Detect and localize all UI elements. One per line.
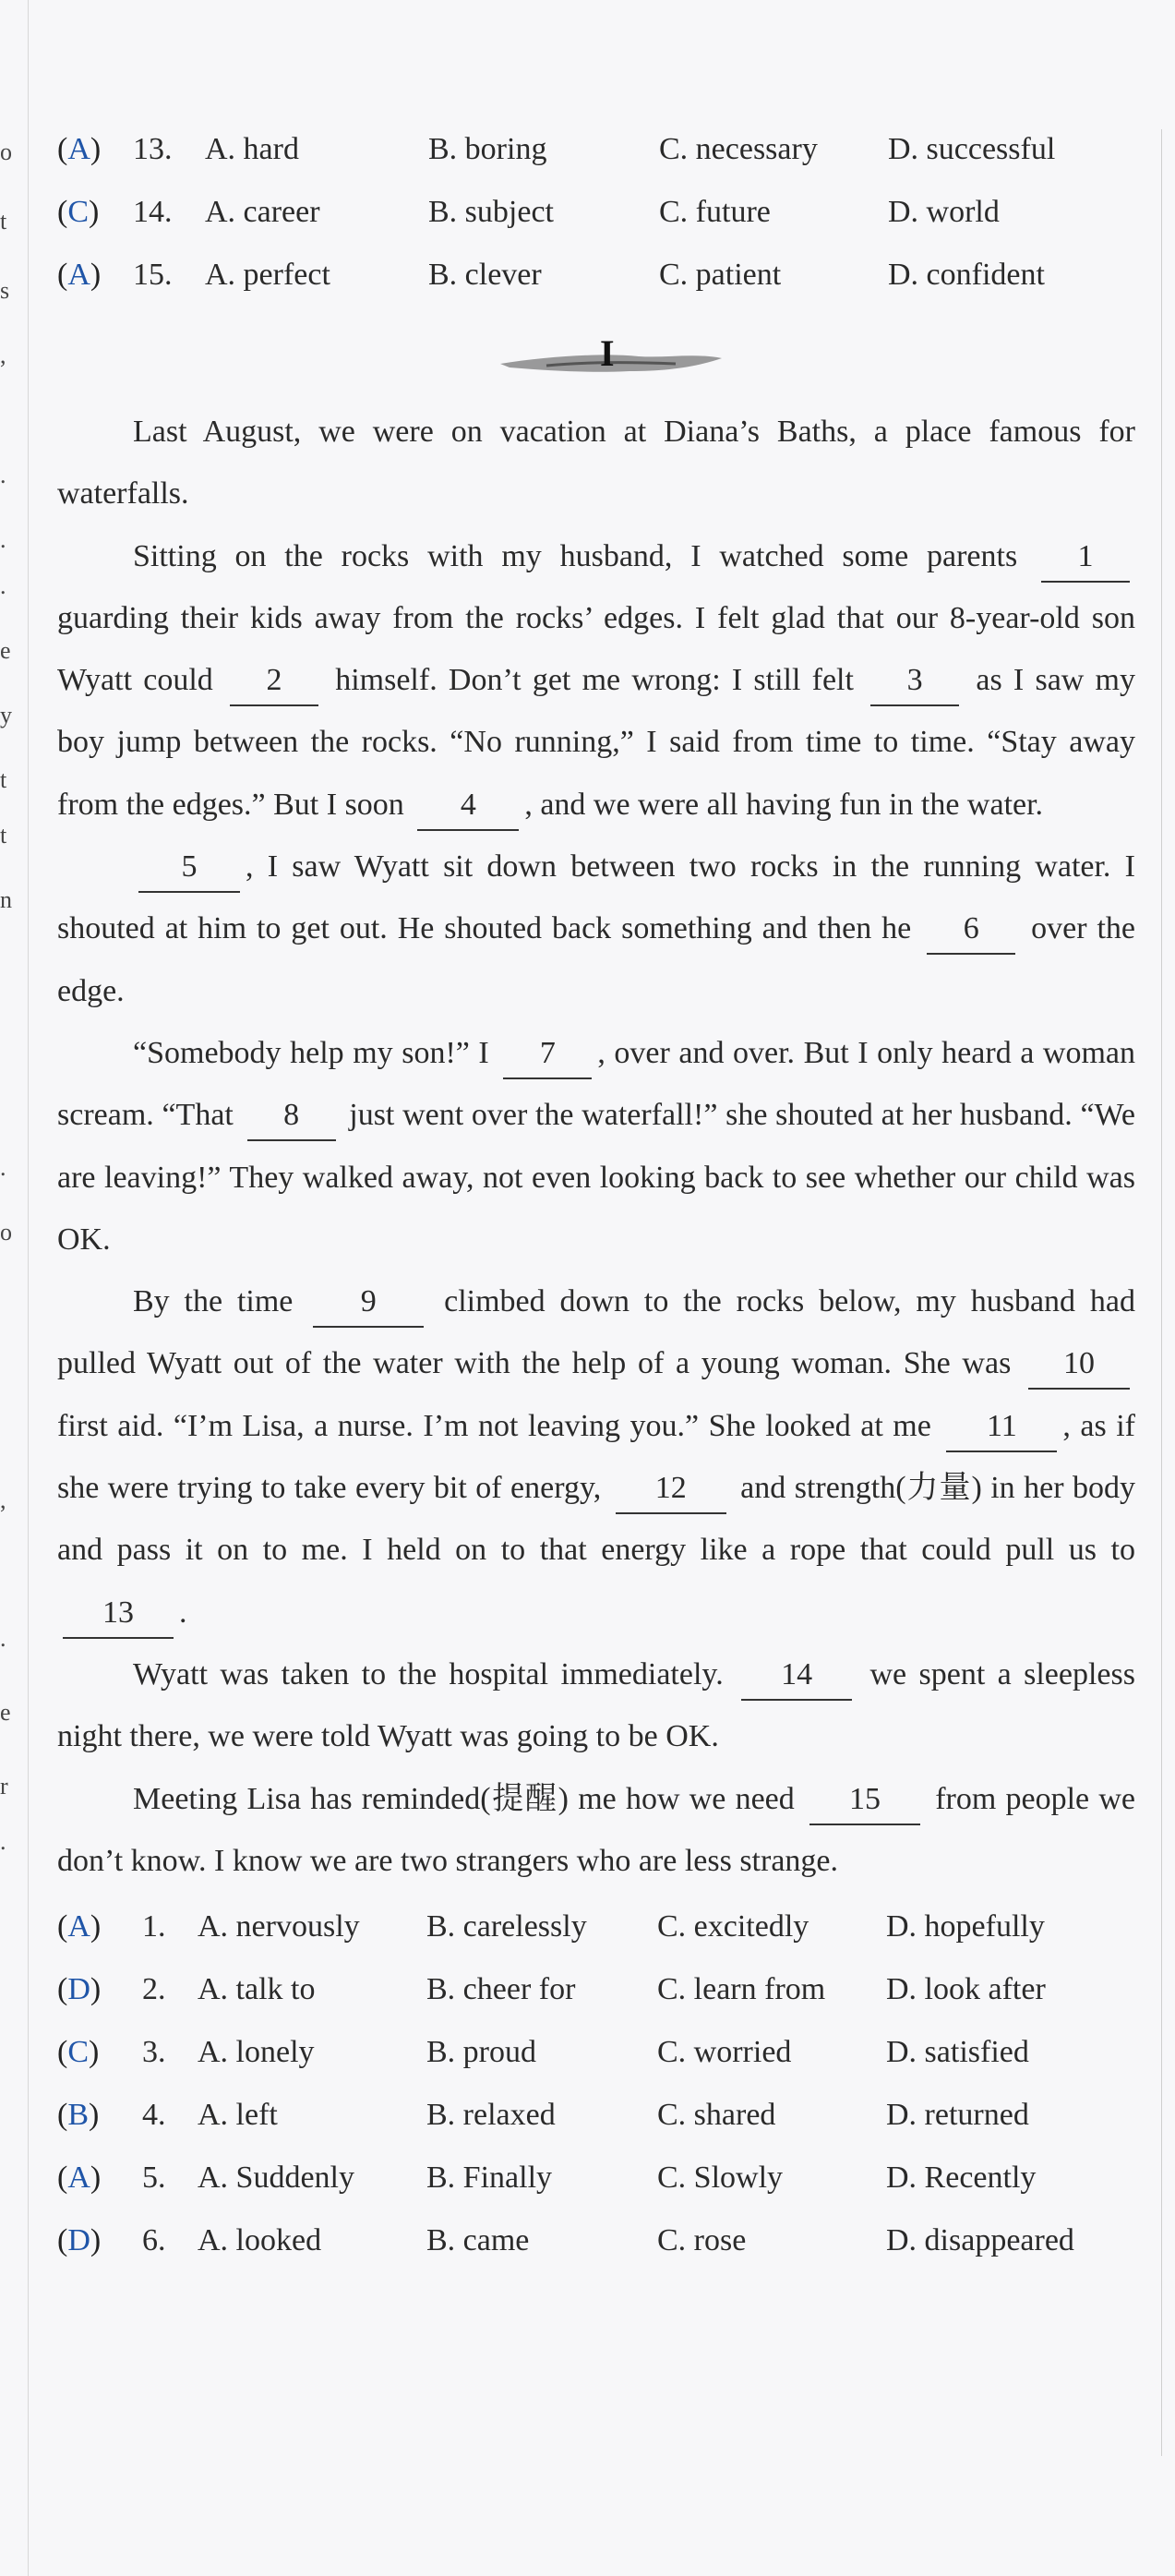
option-a: A. looked — [198, 2223, 322, 2258]
blank-12: 12 — [616, 1464, 726, 1514]
question-number: 2. — [142, 1972, 166, 2007]
margin-fragment: . — [0, 1154, 6, 1181]
option-c: C. excitedly — [657, 1909, 809, 1944]
option-a: A. career — [205, 195, 320, 229]
answer-bracket: (C) — [57, 195, 100, 229]
question-row — [57, 2147, 1135, 2209]
question-row — [57, 1958, 1135, 2021]
margin-fragment: n — [0, 886, 12, 913]
option-c: C. patient — [659, 258, 782, 292]
answer-letter: C — [67, 2035, 90, 2070]
option-b: B. proud — [426, 2035, 536, 2070]
option-b: B. Finally — [426, 2161, 553, 2196]
passage-paragraph — [57, 1643, 1135, 1768]
paragraph-text: By the time — [133, 1284, 308, 1319]
answer-letter: A — [67, 258, 90, 292]
option-d: D. successful — [888, 132, 1056, 166]
option-d: D. Recently — [886, 2161, 1037, 2196]
paragraph-text: as I saw my boy jump between the rocks. “No running,” I said from time to time. “Stay away from the edges.” But I soon — [57, 663, 1135, 822]
answer-bracket: (A) — [57, 1909, 102, 1944]
paragraph-text: Wyatt was taken to the hospital immediately. — [133, 1656, 737, 1691]
option-b: B. clever — [428, 258, 542, 292]
answer-letter: D — [67, 2223, 90, 2258]
answer-bracket: (D) — [57, 2223, 102, 2258]
option-c: C. future — [659, 195, 771, 229]
margin-fragment: y — [0, 702, 12, 728]
margin-fragment: t — [0, 208, 7, 235]
passage-paragraph — [57, 1022, 1135, 1270]
paragraph-text: climbed down to the rocks below, my husband had pulled Wyatt out of the water with the help of a young woman. She was — [57, 1284, 1135, 1381]
blank-8: 8 — [247, 1091, 336, 1141]
right-margin-rule — [1161, 129, 1162, 2456]
passage-paragraph — [57, 1270, 1135, 1643]
blank-1: 1 — [1041, 533, 1130, 583]
option-b: B. subject — [428, 195, 554, 229]
answer-bracket: (A) — [57, 2161, 102, 2196]
answer-bracket: (D) — [57, 1972, 102, 2007]
margin-fragment: . — [0, 462, 6, 488]
top-question-list — [57, 118, 1135, 307]
option-c: C. rose — [657, 2223, 747, 2258]
blank-11: 11 — [946, 1402, 1057, 1452]
paragraph-text: over the edge. — [57, 911, 1135, 1008]
blank-15: 15 — [809, 1776, 920, 1825]
option-c: C. necessary — [659, 132, 818, 166]
margin-fragment: e — [0, 637, 11, 664]
margin-fragment: t — [0, 822, 7, 849]
margin-fragment: , — [0, 342, 6, 368]
option-a: A. hard — [205, 132, 299, 166]
passage-paragraph — [57, 525, 1135, 836]
option-d: D. disappeared — [886, 2223, 1074, 2258]
option-a: A. left — [198, 2098, 278, 2133]
question-number: 15. — [133, 258, 173, 292]
margin-fragment: r — [0, 1773, 8, 1800]
brush-ornament-icon — [491, 325, 731, 390]
margin-fragment: , — [0, 1487, 6, 1513]
margin-fragment: e — [0, 1699, 11, 1726]
paragraph-text: , over and over. But I only heard a woman scream. “That — [57, 1035, 1135, 1133]
option-b: B. boring — [428, 132, 547, 166]
section-divider — [57, 318, 1135, 395]
answer-letter: A — [67, 1909, 90, 1944]
option-d: D. returned — [886, 2098, 1029, 2133]
question-row — [57, 244, 1135, 307]
blank-7: 7 — [503, 1029, 592, 1079]
answer-bracket: (C) — [57, 2035, 100, 2070]
paragraph-text: first aid. “I’m Lisa, a nurse. I’m not leaving you.” She looked at me — [57, 1408, 941, 1443]
blank-10: 10 — [1028, 1340, 1130, 1390]
margin-fragment: o — [0, 1219, 12, 1246]
option-c: C. learn from — [657, 1972, 826, 2007]
question-number: 5. — [142, 2161, 166, 2196]
option-d: D. world — [888, 195, 1000, 229]
blank-6: 6 — [927, 905, 1015, 955]
question-row — [57, 118, 1135, 181]
passage-paragraph — [57, 1768, 1135, 1893]
question-row — [57, 181, 1135, 244]
blank-9: 9 — [313, 1278, 424, 1328]
paragraph-text: himself. Don’t get me wrong: I still felt — [324, 663, 866, 698]
paragraph-text: Last August, we were on vacation at Diana’s Baths, a place famous for waterfalls. — [57, 415, 1135, 512]
question-row — [57, 1896, 1135, 1958]
margin-fragment: . — [0, 526, 6, 553]
answer-letter: D — [67, 1972, 90, 2007]
bottom-question-list — [57, 1896, 1135, 2272]
paragraph-text: guarding their kids away from the rocks’ edges. I felt glad that our 8-year-old son Wyatt could — [57, 600, 1135, 698]
option-c: C. shared — [657, 2098, 776, 2133]
question-row — [57, 2021, 1135, 2084]
answer-bracket: (A) — [57, 258, 102, 292]
question-row — [57, 2209, 1135, 2272]
answer-letter: A — [67, 132, 90, 166]
margin-fragment: . — [0, 1625, 6, 1652]
paragraph-text: Meeting Lisa has reminded(提醒) me how we need — [133, 1781, 804, 1816]
option-b: B. cheer for — [426, 1972, 576, 2007]
option-a: A. perfect — [205, 258, 330, 292]
question-row — [57, 2084, 1135, 2147]
passage-paragraph — [57, 401, 1135, 525]
option-c: C. worried — [657, 2035, 792, 2070]
option-d: D. look after — [886, 1972, 1046, 2007]
answer-bracket: (A) — [57, 132, 102, 166]
option-a: A. nervously — [198, 1909, 360, 1944]
margin-fragment: . — [0, 572, 6, 599]
paragraph-text: and strength(力量) in her body and pass it on to me. I held on to that energy like a rope that could pull us to — [57, 1471, 1135, 1568]
margin-fragment: t — [0, 766, 7, 793]
answer-letter: C — [67, 195, 90, 229]
option-d: D. confident — [888, 258, 1045, 292]
option-a: A. Suddenly — [198, 2161, 354, 2196]
paragraph-text: . — [179, 1595, 187, 1630]
question-number: 1. — [142, 1909, 166, 1944]
blank-5: 5 — [138, 843, 240, 893]
option-d: D. satisfied — [886, 2035, 1029, 2070]
blank-2: 2 — [230, 656, 318, 706]
paragraph-text: , as if she were trying to take every bit of energy, — [57, 1408, 1136, 1506]
option-d: D. hopefully — [886, 1909, 1045, 1944]
option-a: A. talk to — [198, 1972, 316, 2007]
paragraph-text: just went over the waterfall!” she shouted at her husband. “We are leaving!” They walked away, not even looking back to see whether our child was OK. — [57, 1098, 1135, 1257]
blank-4: 4 — [417, 781, 519, 831]
question-number: 3. — [142, 2035, 166, 2070]
cloze-passage — [57, 401, 1135, 1892]
answer-letter: A — [67, 2161, 90, 2196]
paragraph-text: “Somebody help my son!” I — [133, 1035, 498, 1070]
question-number: 14. — [133, 195, 173, 229]
answer-letter: B — [67, 2098, 90, 2133]
passage-paragraph — [57, 836, 1135, 1022]
paragraph-text: Sitting on the rocks with my husband, I watched some parents — [133, 538, 1036, 573]
question-number: 13. — [133, 132, 173, 166]
margin-fragment: s — [0, 277, 10, 304]
paragraph-text: from people we don’t know. I know we are two strangers who are less strange. — [57, 1781, 1135, 1878]
option-b: B. relaxed — [426, 2098, 556, 2133]
question-number: 4. — [142, 2098, 166, 2133]
option-b: B. carelessly — [426, 1909, 587, 1944]
paragraph-text: , and we were all having fun in the water. — [524, 787, 1044, 822]
margin-fragment: . — [0, 1828, 6, 1855]
paragraph-text: , I saw Wyatt sit down between two rocks in the running water. I shouted at him to get out. He shouted back something and then he — [57, 849, 1135, 946]
section-numeral: I — [600, 332, 615, 374]
option-b: B. came — [426, 2223, 530, 2258]
option-c: C. Slowly — [657, 2161, 784, 2196]
question-number: 6. — [142, 2223, 166, 2258]
margin-fragment: o — [0, 138, 12, 165]
blank-3: 3 — [870, 656, 959, 706]
blank-14: 14 — [741, 1651, 852, 1701]
left-margin-strip — [0, 0, 29, 2576]
paragraph-text: we spent a sleepless night there, we were told Wyatt was going to be OK. — [57, 1656, 1135, 1754]
option-a: A. lonely — [198, 2035, 315, 2070]
blank-13: 13 — [63, 1589, 174, 1639]
answer-bracket: (B) — [57, 2098, 100, 2133]
document-content — [57, 118, 1135, 2272]
